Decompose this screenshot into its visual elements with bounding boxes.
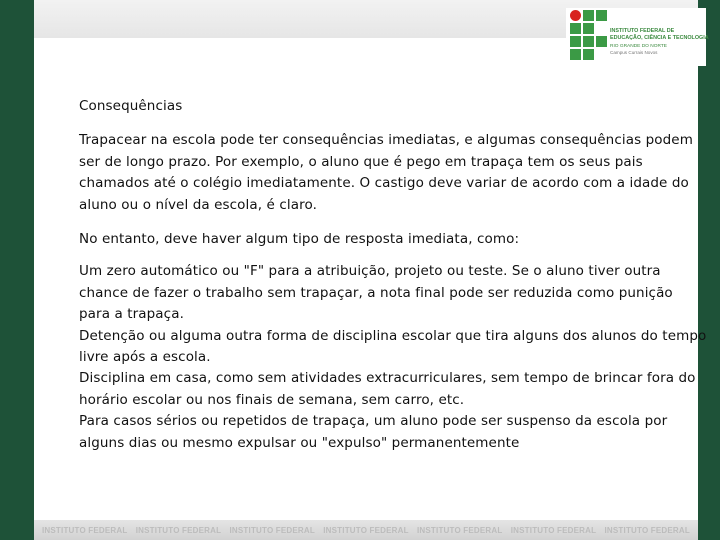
footer-label: INSTITUTO FEDERAL bbox=[42, 525, 128, 535]
logo-square bbox=[583, 49, 594, 60]
logo-square bbox=[583, 23, 594, 34]
logo-line-2: EDUCAÇÃO, CIÊNCIA E TECNOLOGIA bbox=[610, 35, 709, 41]
footer-label: INSTITUTO FEDERAL bbox=[604, 525, 690, 535]
footer-label: INSTITUTO FEDERAL bbox=[417, 525, 503, 535]
logo-line-1: INSTITUTO FEDERAL DE bbox=[610, 28, 675, 34]
consequence-item: Para casos sérios ou repetidos de trapaça, um aluno pode ser suspenso da escola por alguns dias ou mesmo expulsar ou "expulso" permanentemente bbox=[79, 413, 668, 451]
institution-logo bbox=[566, 8, 709, 66]
footer-label: INSTITUTO FEDERAL bbox=[135, 525, 222, 535]
consequence-item: Disciplina em casa, como sem atividades extracurriculares, sem tempo de brincar fora do horário escolar ou nos finais de semana, sem carro, etc. bbox=[79, 370, 696, 408]
footer-band bbox=[34, 520, 698, 540]
logo-square bbox=[596, 36, 607, 47]
logo-line-3: RIO GRANDE DO NORTE bbox=[610, 44, 667, 49]
paragraph-lead: No entanto, deve haver algum tipo de resposta imediata, como: bbox=[79, 231, 520, 248]
logo-square bbox=[570, 36, 581, 47]
logo-square bbox=[596, 10, 607, 21]
footer-label: INSTITUTO FEDERAL bbox=[510, 525, 597, 535]
logo-square bbox=[570, 23, 581, 34]
left-green-bar bbox=[0, 0, 34, 540]
footer-label: INSTITUTO FEDERAL bbox=[229, 525, 315, 535]
paragraph-intro: Trapacear na escola pode ter consequências imediatas, e algumas consequências podem ser de longo prazo. Por exemplo, o aluno que é pego em trapaça tem os seus pais chamados até o colégio imediatamente. O castigo deve variar de acordo com a idade do aluno ou o nível da escola, é claro. bbox=[79, 132, 693, 213]
logo-square bbox=[583, 36, 594, 47]
logo-square bbox=[570, 49, 581, 60]
slide-content bbox=[79, 96, 707, 454]
consequence-item: Um zero automático ou "F" para a atribuição, projeto ou teste. Se o aluno tiver outra chance de fazer o trabalho sem trapaçar, a nota final pode ser reduzida como punição para a trapaça. bbox=[79, 263, 673, 323]
consequence-item: Detenção ou alguma outra forma de disciplina escolar que tira alguns dos alunos do tempo livre após a escola. bbox=[79, 327, 707, 366]
footer-label: INSTITUTO FEDERAL bbox=[323, 525, 409, 535]
slide-heading: Consequências bbox=[79, 98, 183, 114]
logo-text bbox=[610, 28, 709, 56]
logo-red-dot bbox=[570, 10, 581, 21]
logo-square bbox=[583, 10, 594, 21]
logo-line-4: Campus Currais Novos bbox=[610, 50, 658, 55]
